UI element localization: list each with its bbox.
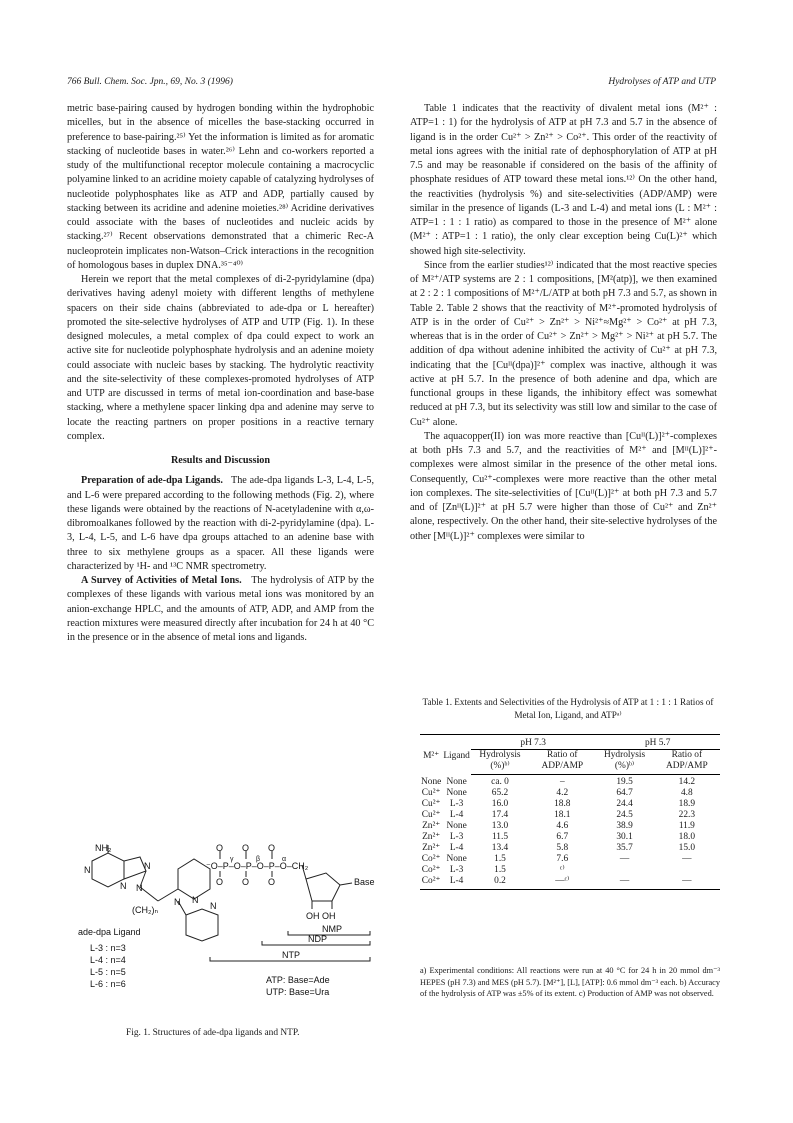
table-cell: 0.2 (471, 876, 529, 890)
paragraph: Table 1 indicates that the reactivity of divalent metal ions (M²⁺ : ATP=1 : 1) for the hydrolysis of ATP at pH 7.3 and 5.7 in the absence of ligand is in the order Cu²⁺ > Zn²⁺ > Co²⁺. This order of the reactivity of metal ions agrees with the initial rate of dephosphorylation of ATP at pH 7.5 and may be reasonable if considered on the basis of the affinity of phosphate residues of ATP toward these metal ions.¹²⁾ On the other hand, the reactivities (hydrolysis %) and site-selectivities (ADP/AMP) were similar in the presence of ligands (L-3 and L-4) and metal ions (L : M²⁺ : ATP=1 : 1 : 1 ratio) as compared to those in the presence of M²⁺ alone (M²⁺ : ATP=1 : 1 ratio), the only clear exception being Cu(L)²⁺ which showed high site-selectivity. (410, 103, 717, 257)
table-cell: 30.1 (616, 832, 633, 842)
table-cell: 15.0 (678, 843, 696, 853)
paragraph (67, 474, 374, 574)
table-cell: Co²⁺ (420, 876, 442, 890)
table-cell: 24.4 (616, 799, 633, 809)
ligand-list-item: L-4 : n=4 (90, 955, 126, 965)
svg-text:O: O (268, 843, 276, 853)
right-column (410, 102, 717, 544)
figure-caption: Fig. 1. Structures of ade-dpa ligands and NTP. (126, 1028, 300, 1038)
table-cell: 18.1 (554, 810, 571, 820)
paragraph: Since from the earlier studies¹²⁾ indicated that the most reactive species of M²⁺/ATP systems are 2 : 1 compositions, [M²(atp)], we then examined at 2 : 2 : 1 compositions of M²⁺/L/ATP at both pH 7.3 and 5.7, as shown in Table 2. Table 2 shows that the reactivity of M²⁺-promoted hydrolysis of ATP is in the order of Cu²⁺ > Zn²⁺ > Ni²⁺≈Mg²⁺ > Co²⁺ at pH 7.3, whereas that is in the order of Cu²⁺ > Zn²⁺ > Mg²⁺ > Ni²⁺ at pH 5.7. The addition of dpa without adenine inhibited the activity of Cu²⁺ at pH 7.3, indicating that the [Cuᴵᴵ(dpa)]²⁺ complex was inactive, although it was active at pH 5.7. In the presence of both adenine and dpa, which are functional groups in these ligands, the inhibitory effect was somewhat reduced at pH 7.3, but its selectivity was still low and similar to the case of Cu²⁺ alone. (410, 259, 717, 428)
ntp-label: NTP (282, 950, 300, 960)
gamma-label: γ (230, 856, 234, 863)
paragraph (67, 574, 374, 645)
nmp-label: NMP (322, 924, 342, 934)
left-column (67, 102, 374, 645)
col-header: Ligand (442, 735, 471, 775)
table-cell: 11.9 (678, 821, 695, 831)
figure-1-structures (70, 843, 380, 1025)
table-cell: None (446, 788, 467, 798)
table-row (420, 865, 720, 876)
running-header-right: Hydrolyses of ATP and UTP (608, 77, 716, 87)
table-cell: None (421, 776, 442, 787)
section-title: Results and Discussion (170, 455, 271, 466)
run-in-heading: A Survey of Activities of Metal Ions. (81, 575, 242, 586)
svg-text:N: N (210, 901, 217, 911)
table-row (420, 810, 720, 821)
table-cell: 5.8 (556, 843, 569, 853)
group-header: pH 7.3 (471, 735, 596, 750)
table-row (420, 775, 720, 789)
table-cell: 6.7 (556, 832, 569, 842)
table-title: Table 1. Extents and Selectivities of the Hydrolysis of ATP at 1 : 1 : 1 Ratios of Metal Ion, Ligand, and ATPᵃ⁾ (422, 697, 714, 720)
table-cell: L-3 (449, 799, 464, 809)
table-row (420, 832, 720, 843)
table-cell: 4.8 (680, 788, 693, 798)
table-cell: None (446, 821, 467, 831)
alpha-label: α (282, 856, 287, 863)
svg-text:N: N (84, 865, 91, 875)
col-header: Ratio of ADP/AMP (529, 750, 595, 775)
chain-label: (CH₂)ₙ (132, 905, 159, 915)
table-cell: Zn²⁺ (422, 843, 441, 853)
svg-text:O: O (242, 877, 250, 887)
run-in-heading: Preparation of ade-dpa Ligands. (81, 475, 223, 487)
table-cell: 24.5 (616, 810, 633, 820)
table-cell: 18.8 (554, 799, 571, 809)
paragraph: Herein we report that the metal complexes of di-2-pyridylamine (dpa) derivatives having adenyl moiety with different lengths of methylene spacers on their side chains (abbreviated to ade-dpa or L hereafter) promoted the site-selective hydrolyses of ATP and UTP (Fig. 1). In these designed molecules, a metal complex of dpa could expect to work an active site for nucleotide polyphosphate hydrolysis and an adenine moiety could associate with nucleic bases by stacking. The hydrolytic reactivity and the site-selectivity of these complexes-promoted hydrolyses of ATP and UTP are discussed in terms of metal ion-coordination and base-base stacking, where a methylene spacer linking dpa and adenine may serve to locate the reacting partners on proper positions in a reactive ternary complex. (67, 274, 374, 442)
table-cell: 65.2 (491, 788, 509, 798)
table-row (420, 854, 720, 865)
table-cell: 4.2 (556, 788, 569, 798)
table-cell: — (595, 876, 653, 890)
table-cell: 1.5 (494, 854, 506, 864)
table-cell: Cu²⁺ (421, 799, 441, 809)
table-cell: 16.0 (491, 799, 509, 809)
oh-label: OH OH (306, 911, 336, 921)
svg-text:N: N (174, 897, 181, 907)
ligand-list-item: L-6 : n=6 (90, 979, 126, 989)
table-cell: — (682, 854, 692, 864)
table-cell (595, 865, 653, 876)
svg-text:O: O (216, 877, 224, 887)
paragraph: metric base-pairing caused by hydrogen bonding within the hydrophobic micelles, but in the absence of micelles the base-stacking occurred in preference to base-pairing.²⁵⁾ Yet the information is limited as for aromatic stacking of nucleotide bases in water.²⁶⁾ Lehn and co-workers reported a study of the multifunctional receptor molecule containing a macrocyclic polyamine linked to an acridine moiety capable of catalyzing hydrolyses of nucleotide polyphosphates like as ATP and ADP, partially caused by stacking between its acridine and adenine moieties.²⁸⁾ Acridine derivatives could associate with the bases of nucleotides and nucleic acids by stacking.²⁷⁾ Recent observations demonstrated that a chimeric Rec-A nucleoprotein implicates non-Watson–Crick interactions in the recognition of homologous bases in duplex DNA.³⁵⁻⁴⁰⁾ (67, 103, 374, 271)
ndp-label: NDP (308, 934, 328, 944)
table-cell: Zn²⁺ (422, 832, 441, 842)
data-table (420, 734, 720, 890)
table-row (420, 799, 720, 810)
table-cell: – (559, 777, 565, 787)
svg-text:O: O (268, 877, 276, 887)
table-cell: 4.6 (556, 821, 569, 831)
table-cell: 18.0 (678, 832, 696, 842)
table-cell: 17.4 (491, 810, 509, 820)
col-header: Hydrolysis (%)ᵇ⁾ (471, 750, 529, 775)
table-cell: 1.5 (494, 865, 506, 875)
table-cell: ca. 0 (491, 777, 509, 787)
table-cell: Co²⁺ (421, 865, 441, 875)
table-cell: — (654, 876, 720, 890)
svg-text:⁻O–P–O–P–O–P–O–CH₂: ⁻O–P–O–P–O–P–O–CH₂ (206, 861, 309, 871)
table-cell: Zn²⁺ (422, 821, 441, 831)
base-label: Base (354, 877, 375, 887)
ligand-list-item: L-3 : n=3 (90, 943, 126, 953)
table-cell: 22.3 (678, 810, 696, 820)
table-cell: —ᶜ⁾ (529, 876, 595, 890)
table-body (420, 775, 720, 890)
table-cell: None (446, 854, 467, 864)
group-header: pH 5.7 (595, 735, 720, 750)
table-footnote: a) Experimental conditions: All reactions were run at 40 °C for 24 h in 20 mmol dm⁻³ HEPES (pH 7.3) and MES (pH 5.7). [M²⁺], [L], [ATP]: 0.6 mmol dm⁻³ each. b) Accuracy of the hydrolysis of ATP was ±5% of its extent. c) Production of AMP was not observed. (420, 966, 720, 998)
paragraph: The aquacopper(II) ion was more reactive than [Cuᴵᴵ(L)]²⁺-complexes at both pHs 7.3 and 5.7, and the reactivities of M²⁺ and [Mᴵᴵ(L)]²⁺-complexes were almost similar in the presence of the other metal ions. Consequently, Cu²⁺-complexes were more reactive than the other metal ion complexes. The site-selectivities of [Cuᴵᴵ(L)]²⁺ at both pH 7.3 and 5.7 and of [Znᴵᴵ(L)]²⁺ at pH 5.7 were higher than those of Cu²⁺ and Zn²⁺ alone, respectively. On the other hand, their site-selective hydrolyses of the other [Mᴵᴵ(L)]²⁺ complexes were similar to (410, 430, 717, 542)
svg-text:N: N (136, 883, 143, 893)
paragraph-text: The ade-dpa ligands L-3, L-4, L-5, and L-6 were prepared according to the following methods (Fig. 2), where these ligands were obtained by the reactions of N-acetyladenine with α,ω-dibromoalkanes followed by the reaction with di-2-pyridylamine (dpa). L-3, L-4, L-5, and L-6 have dpa groups attached to an adenine base with three to six methylene groups as a spacer. All these ligands were characterized by ¹H- and ¹³C NMR spectrometry. (67, 475, 374, 572)
table-cell: 35.7 (616, 843, 633, 853)
table-cell: None (446, 776, 467, 787)
table-cell: Co²⁺ (421, 854, 441, 864)
pyridine-ring-lower (186, 909, 218, 941)
paragraph-text: The hydrolysis of ATP by the complexes of these ligands with various metal ions was monitored by an anion-exchange HPLC, and the amounts of ATP, ADP, and AMP from the reaction mixtures were measured directly after incubation for 24 h at 40 °C in the presence or in the absence of metal ions and ligands. (67, 575, 374, 643)
table-row (420, 788, 720, 799)
svg-text:O: O (242, 843, 250, 853)
svg-text:N: N (144, 861, 151, 871)
table-cell: 13.4 (491, 843, 509, 853)
table-cell: 13.0 (491, 821, 509, 831)
table-cell: 64.7 (616, 788, 633, 798)
svg-text:N: N (120, 881, 127, 891)
col-header: Hydrolysis (%)ᵇ⁾ (595, 750, 653, 775)
svg-text:N: N (192, 895, 199, 905)
table-cell: L-4 (449, 843, 464, 853)
table-row (420, 876, 720, 890)
imidazole-ring (124, 857, 146, 879)
table-cell: — (619, 854, 630, 864)
table-cell: 11.5 (491, 832, 509, 842)
running-header-left: 766 Bull. Chem. Soc. Jpn., 69, No. 3 (1996) (67, 77, 233, 87)
table-cell: 14.2 (678, 777, 696, 787)
table-cell: Cu²⁺ (421, 810, 441, 820)
svg-text:O: O (216, 843, 224, 853)
ribose-ring (306, 873, 340, 901)
table-cell: 19.5 (616, 777, 633, 787)
table-cell: L-4 (442, 876, 471, 890)
nh2-label: NH₂ (95, 843, 112, 853)
table-cell: L-4 (449, 810, 464, 820)
utp-definition: UTP: Base=Ura (266, 987, 330, 997)
atp-definition: ATP: Base=Ade (266, 975, 330, 985)
table-cell: 38.9 (616, 821, 633, 831)
table-cell: 18.9 (678, 799, 696, 809)
ligand-list-item: L-5 : n=5 (90, 967, 126, 977)
table-row (420, 821, 720, 832)
table-cell: Cu²⁺ (421, 788, 441, 798)
table-row (420, 843, 720, 854)
table-cell: ᶜ⁾ (559, 865, 565, 875)
table-cell: L-3 (449, 832, 464, 842)
beta-label: β (256, 856, 261, 863)
table-cell: L-3 (449, 865, 464, 875)
col-header: Ratio of ADP/AMP (654, 750, 720, 775)
table-cell: 7.6 (556, 854, 569, 864)
col-header: M²⁺ (420, 735, 442, 775)
table-cell (654, 865, 720, 876)
ligand-name: ade-dpa Ligand (78, 927, 141, 937)
